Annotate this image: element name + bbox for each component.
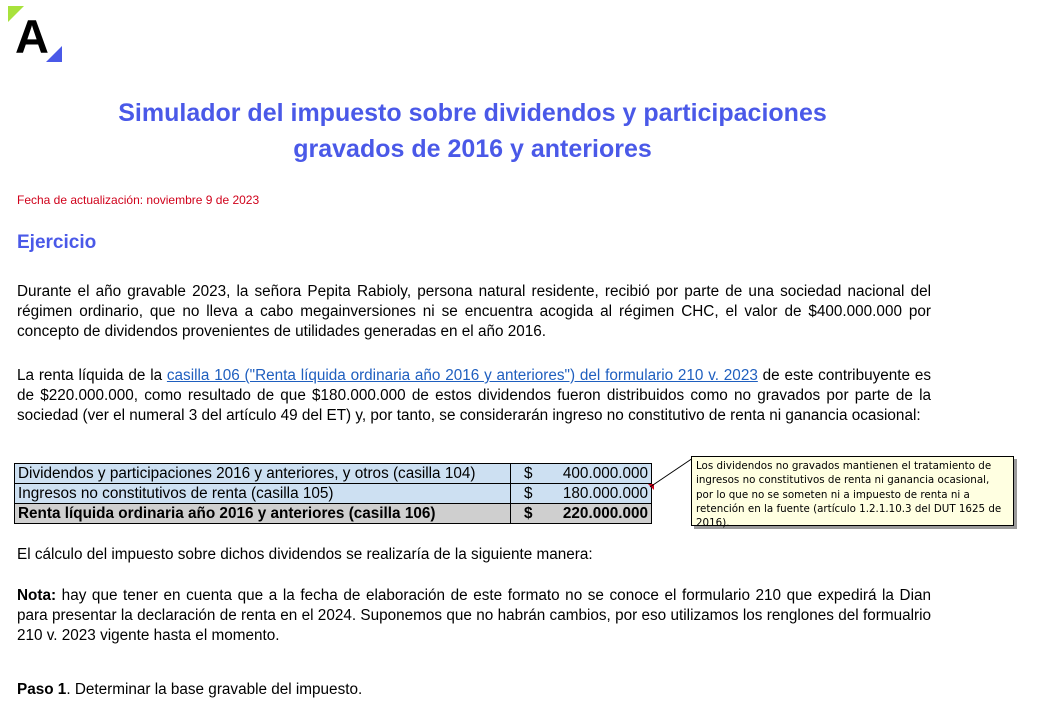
- table-cell-amount[interactable]: [511, 464, 652, 484]
- casilla-106-link[interactable]: casilla 106 ("Renta líquida ordinaria año 2016 y anteriores") del formulario 210 v. 2023: [166, 367, 758, 384]
- table-cell-amount[interactable]: [511, 504, 652, 524]
- table-row: [15, 484, 652, 504]
- title-line-1: Simulador del impuesto sobre dividendos y participaciones: [118, 99, 827, 127]
- currency-symbol: $: [524, 464, 533, 482]
- table-cell-label[interactable]: Dividendos y participaciones 2016 y anteriores, y otros (casilla 104): [15, 464, 511, 484]
- step-1-text: . Determinar la base gravable del impuesto.: [66, 681, 363, 698]
- title-line-2: gravados de 2016 y anteriores: [293, 135, 652, 163]
- renta-paragraph: [17, 366, 931, 426]
- note-paragraph: [17, 586, 931, 646]
- cell-comment: Los dividendos no gravados mantienen el tratamiento de ingresos no constitutivos de renta ni ganancia ocasional, por lo que no se someten ni a impuesto de renta ni a retención en la fuente (artículo 1.2.1.10.3 del DUT 1625 de 2016).: [691, 456, 1014, 526]
- update-date: Fecha de actualización: noviembre 9 de 2023: [17, 193, 260, 207]
- table-cell-label[interactable]: Renta líquida ordinaria año 2016 y anteriores (casilla 106): [15, 504, 511, 524]
- exercise-paragraph: Durante el año gravable 2023, la señora Pepita Rabioly, persona natural residente, recibió por parte de una sociedad nacional del régimen ordinario, que no lleva a cabo megainversiones ni se encuentra acogida al régimen CHC, el valor de $400.000.000 por concepto de dividendos provenientes de utilidades generadas en el año 2016.: [17, 283, 931, 340]
- note-text: hay que tener en cuenta que a la fecha de elaboración de este formato no se conoce el formulario 210 que expedirá la Dian para presentar la declaración de renta en el 2024. Suponemos que no habrán cambios, por eso utilizamos los renglones del formualrio 210 v. 2023 vigente hasta el momento.: [17, 587, 931, 644]
- summary-table: [14, 463, 652, 524]
- amount-value: 220.000.000: [562, 504, 648, 522]
- currency-symbol: $: [524, 504, 533, 522]
- page-title: [40, 95, 905, 167]
- step-1-label: Paso 1: [17, 681, 67, 698]
- calculation-intro: El cálculo del impuesto sobre dichos dividendos se realizaría de la siguiente manera:: [17, 546, 593, 563]
- logo-letter: A: [15, 10, 49, 62]
- currency-symbol: $: [524, 484, 533, 502]
- logo-mark: [8, 6, 62, 62]
- step-1: [17, 680, 931, 700]
- table-row-total: [15, 504, 652, 524]
- amount-value: 400.000.000: [562, 464, 648, 482]
- renta-paragraph-intro: La renta líquida de la: [17, 367, 167, 384]
- note-label: Nota:: [17, 587, 57, 604]
- company-logo: [8, 6, 62, 62]
- table-row: [15, 464, 652, 484]
- section-title: Ejercicio: [17, 232, 97, 253]
- renta-paragraph-rest: de este contribuyente es de $220.000.000, como resultado de que $180.000.000 de estos dividendos fueron distribuidos como no gravados por parte de la sociedad (ver el numeral 3 del artículo 49 del ET) y, por tanto, se considerarán ingreso no constitutivo de renta ni ganancia ocasional:: [17, 367, 931, 424]
- table-cell-amount[interactable]: [511, 484, 652, 504]
- amount-value: 180.000.000: [562, 484, 648, 502]
- table-cell-label[interactable]: Ingresos no constitutivos de renta (casilla 105): [15, 484, 511, 504]
